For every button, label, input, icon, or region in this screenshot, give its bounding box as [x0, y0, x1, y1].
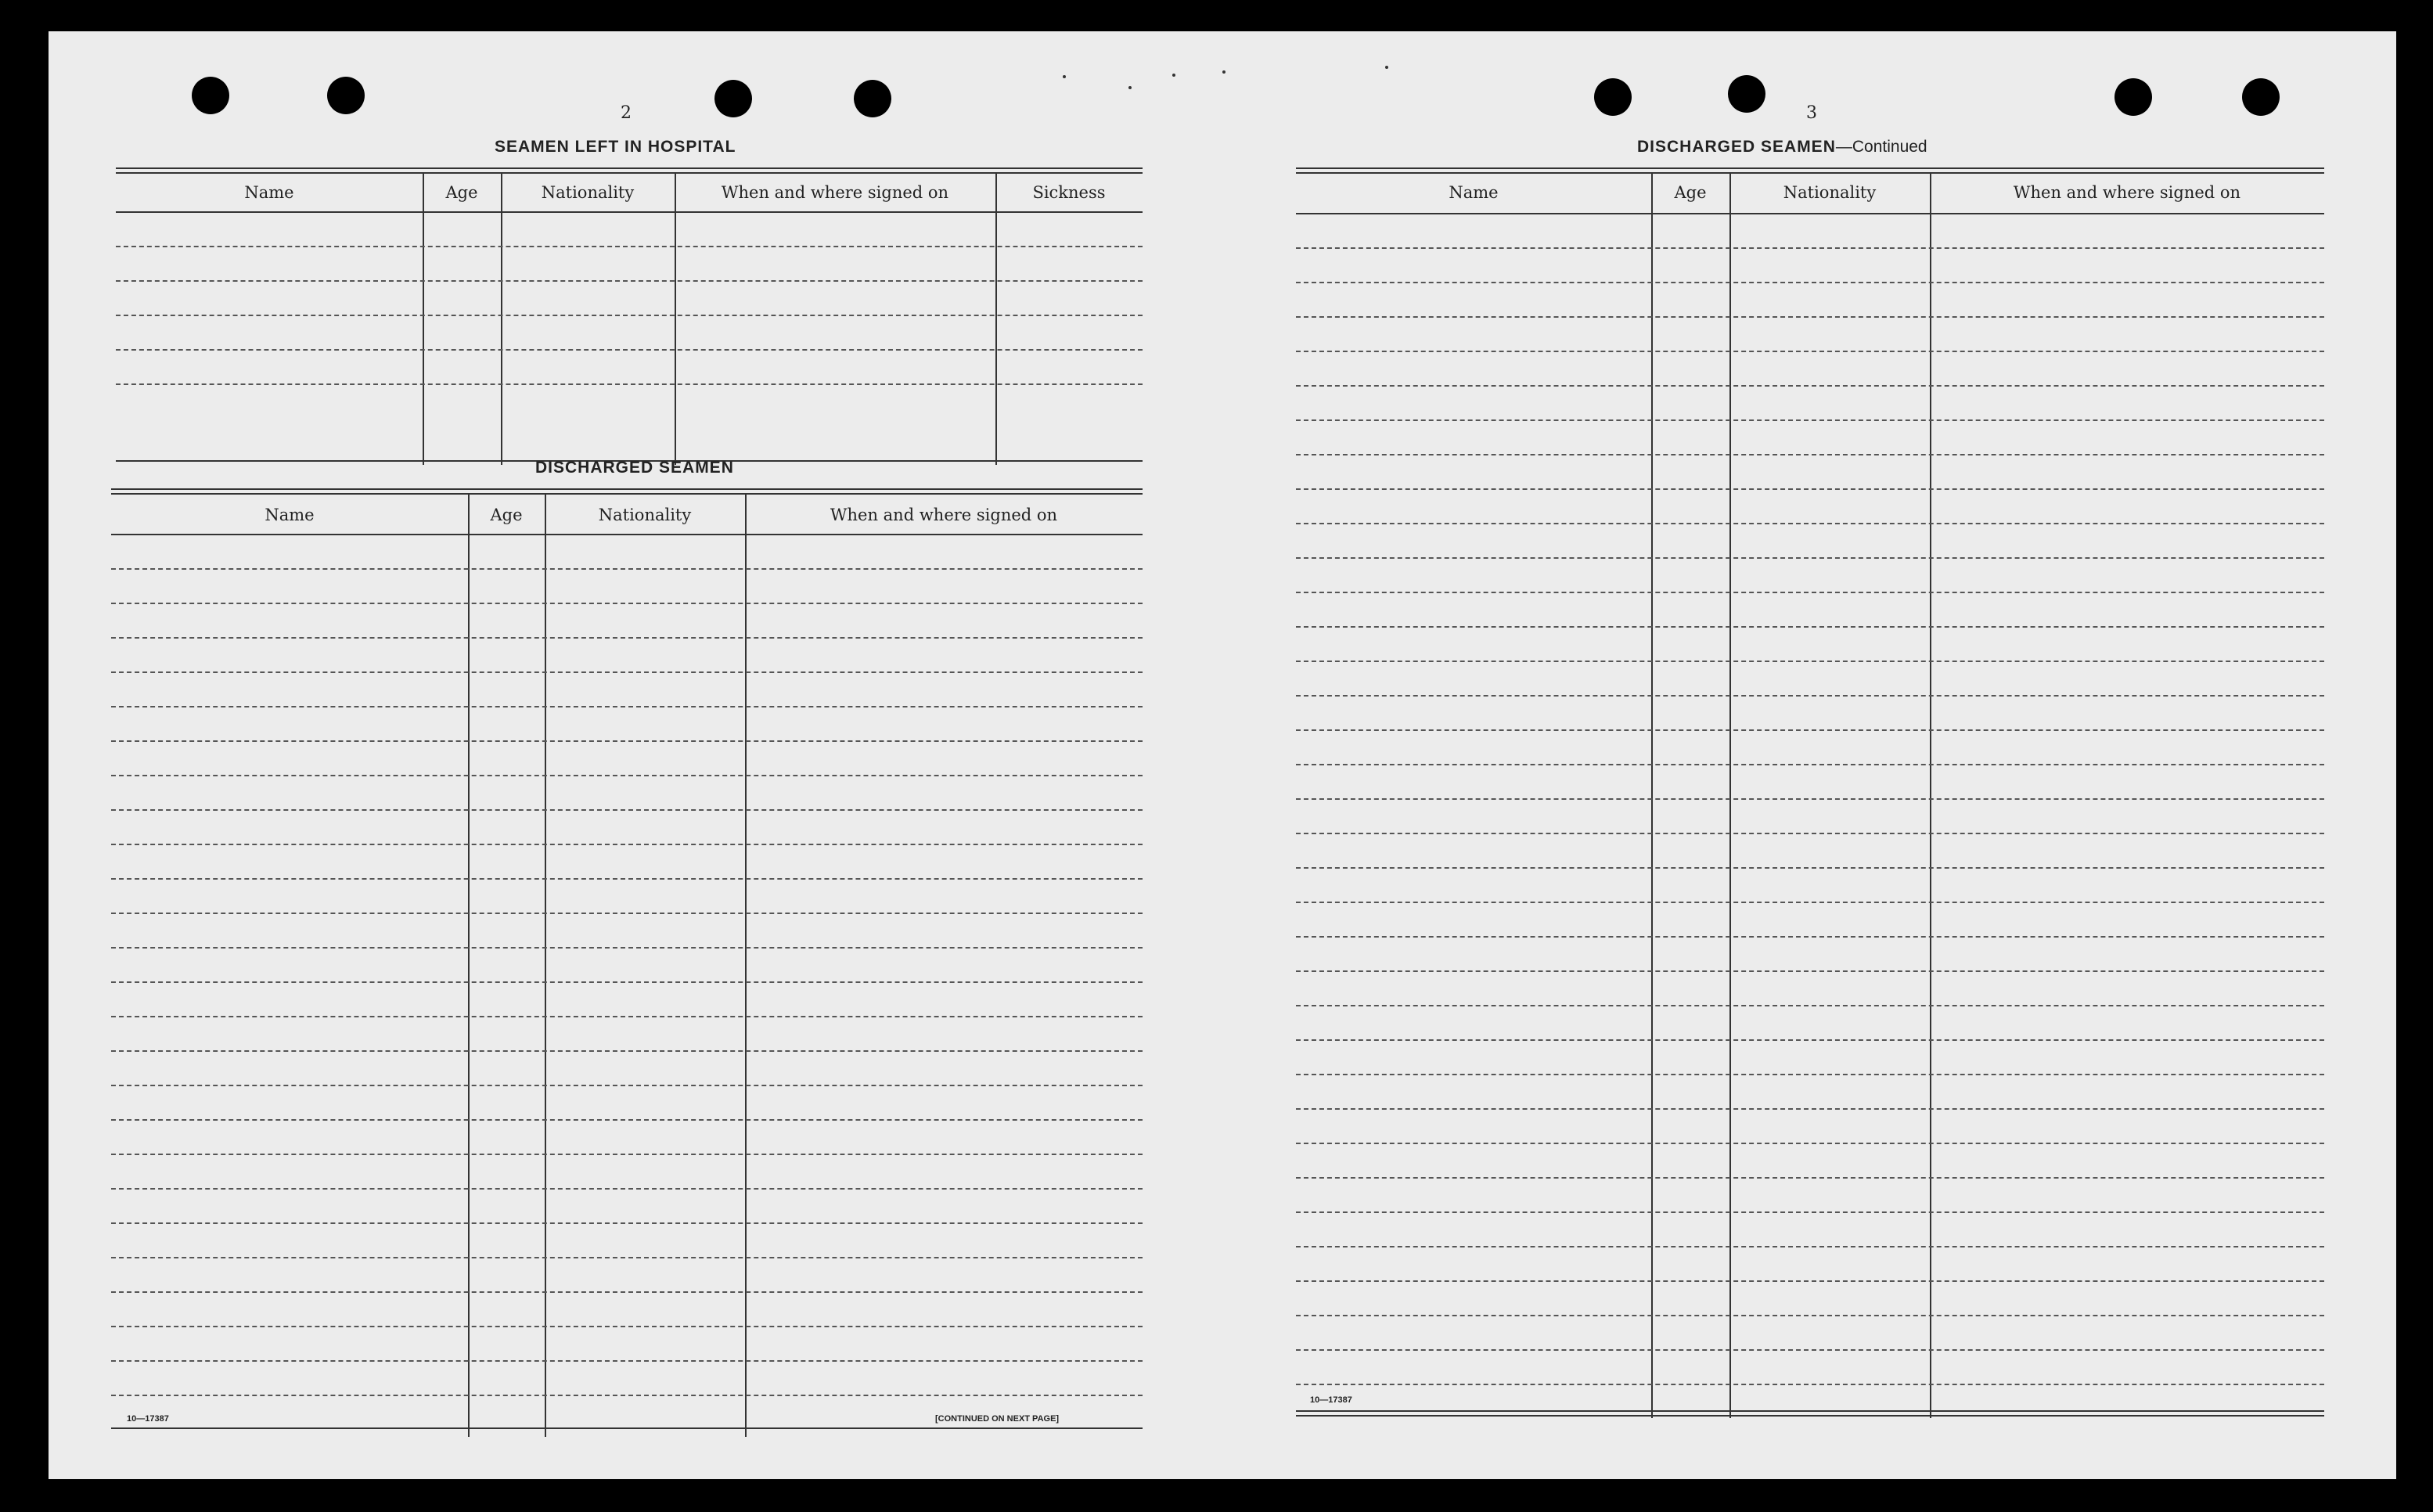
- row-rule: [1296, 247, 2324, 249]
- row-rule: [1296, 902, 2324, 903]
- row-rule: [111, 740, 1143, 742]
- col-header-nationality: Nationality: [1783, 183, 1877, 202]
- row-rule: [116, 280, 1143, 282]
- row-rule: [1296, 798, 2324, 800]
- row-rule: [116, 383, 1143, 385]
- row-rule: [1296, 523, 2324, 524]
- row-rule: [111, 1257, 1143, 1258]
- row-rule: [111, 1016, 1143, 1017]
- row-rule: [111, 1154, 1143, 1155]
- form-number-left: 10—17387: [127, 1414, 169, 1424]
- row-rule: [111, 844, 1143, 845]
- row-rule: [111, 637, 1143, 639]
- row-rule: [111, 1395, 1143, 1396]
- ink-speck: [1172, 74, 1175, 77]
- row-rule: [1296, 316, 2324, 318]
- col-header-nationality: Nationality: [541, 183, 635, 202]
- form-number-right: 10—17387: [1310, 1395, 1352, 1405]
- col-header-signed-on: When and where signed on: [2013, 183, 2241, 202]
- row-rule: [111, 981, 1143, 983]
- col-header-age: Age: [445, 183, 478, 202]
- row-rule: [111, 913, 1143, 914]
- col-header-nationality: Nationality: [598, 506, 692, 524]
- hospital-section-title: SEAMEN LEFT IN HOSPITAL: [495, 138, 736, 156]
- punch-hole: [192, 77, 229, 114]
- continued-note: [CONTINUED ON NEXT PAGE]: [935, 1414, 1060, 1424]
- row-rule: [1296, 1349, 2324, 1351]
- row-rule: [111, 1085, 1143, 1086]
- row-rule: [111, 671, 1143, 673]
- row-rule: [111, 1360, 1143, 1362]
- punch-hole: [2242, 78, 2280, 116]
- col-header-age: Age: [1674, 183, 1707, 202]
- row-rule: [1296, 1384, 2324, 1385]
- col-header-name: Name: [244, 183, 294, 202]
- row-rule: [1296, 1143, 2324, 1144]
- row-rule: [1296, 936, 2324, 938]
- discharged-table-right: [1296, 167, 2324, 1418]
- page-number-left: 2: [621, 103, 632, 123]
- row-rule: [1296, 661, 2324, 662]
- row-rule: [1296, 385, 2324, 387]
- punch-hole: [327, 77, 365, 114]
- ink-speck: [1222, 70, 1225, 74]
- document-sheet: [49, 31, 2396, 1479]
- col-header-signed-on: When and where signed on: [830, 506, 1058, 524]
- row-rule: [111, 1326, 1143, 1327]
- row-rule: [1296, 282, 2324, 283]
- discharged-continued-title: [1637, 138, 1927, 157]
- row-rule: [1296, 729, 2324, 731]
- ink-speck: [1063, 75, 1066, 78]
- row-rule: [1296, 454, 2324, 455]
- row-rule: [111, 1222, 1143, 1224]
- ink-speck: [1128, 86, 1132, 89]
- row-rule: [1296, 1177, 2324, 1179]
- punch-hole: [854, 80, 891, 117]
- row-rule: [1296, 592, 2324, 593]
- discharged-table-left: [111, 488, 1143, 1437]
- col-header-name: Name: [1449, 183, 1499, 202]
- row-rule: [1296, 764, 2324, 765]
- row-rule: [1296, 626, 2324, 628]
- row-rule: [116, 246, 1143, 247]
- row-rule: [111, 706, 1143, 707]
- row-rule: [1296, 1315, 2324, 1316]
- row-rule: [1296, 1108, 2324, 1110]
- discharged-section-title: DISCHARGED SEAMEN: [535, 459, 734, 477]
- row-rule: [1296, 1039, 2324, 1041]
- punch-hole: [1594, 78, 1632, 116]
- row-rule: [1296, 1005, 2324, 1006]
- row-rule: [1296, 351, 2324, 352]
- row-rule: [116, 315, 1143, 316]
- col-header-signed-on: When and where signed on: [721, 183, 949, 202]
- row-rule: [111, 1119, 1143, 1121]
- col-header-age: Age: [490, 506, 523, 524]
- row-rule: [111, 1291, 1143, 1293]
- row-rule: [111, 947, 1143, 949]
- ink-speck: [1385, 66, 1388, 69]
- row-rule: [1296, 867, 2324, 869]
- continued-suffix: —Continued: [1835, 138, 1927, 156]
- row-rule: [111, 603, 1143, 604]
- row-rule: [111, 809, 1143, 811]
- row-rule: [1296, 1280, 2324, 1282]
- row-rule: [1296, 419, 2324, 421]
- row-rule: [111, 568, 1143, 570]
- row-rule: [1296, 970, 2324, 972]
- punch-hole: [1728, 75, 1765, 113]
- col-header-name: Name: [265, 506, 315, 524]
- punch-hole: [2114, 78, 2152, 116]
- row-rule: [1296, 1246, 2324, 1247]
- row-rule: [1296, 695, 2324, 697]
- row-rule: [1296, 557, 2324, 559]
- row-rule: [1296, 833, 2324, 834]
- row-rule: [1296, 488, 2324, 490]
- row-rule: [111, 878, 1143, 880]
- punch-hole: [714, 80, 752, 117]
- row-rule: [111, 1188, 1143, 1190]
- row-rule: [111, 1050, 1143, 1052]
- page-number-right: 3: [1806, 103, 1817, 123]
- discharged-continued-title-text: DISCHARGED SEAMEN: [1637, 138, 1836, 156]
- row-rule: [1296, 1074, 2324, 1075]
- hospital-table: [116, 167, 1143, 465]
- row-rule: [116, 349, 1143, 351]
- col-header-sickness: Sickness: [1032, 183, 1106, 202]
- row-rule: [111, 775, 1143, 776]
- row-rule: [1296, 1211, 2324, 1213]
